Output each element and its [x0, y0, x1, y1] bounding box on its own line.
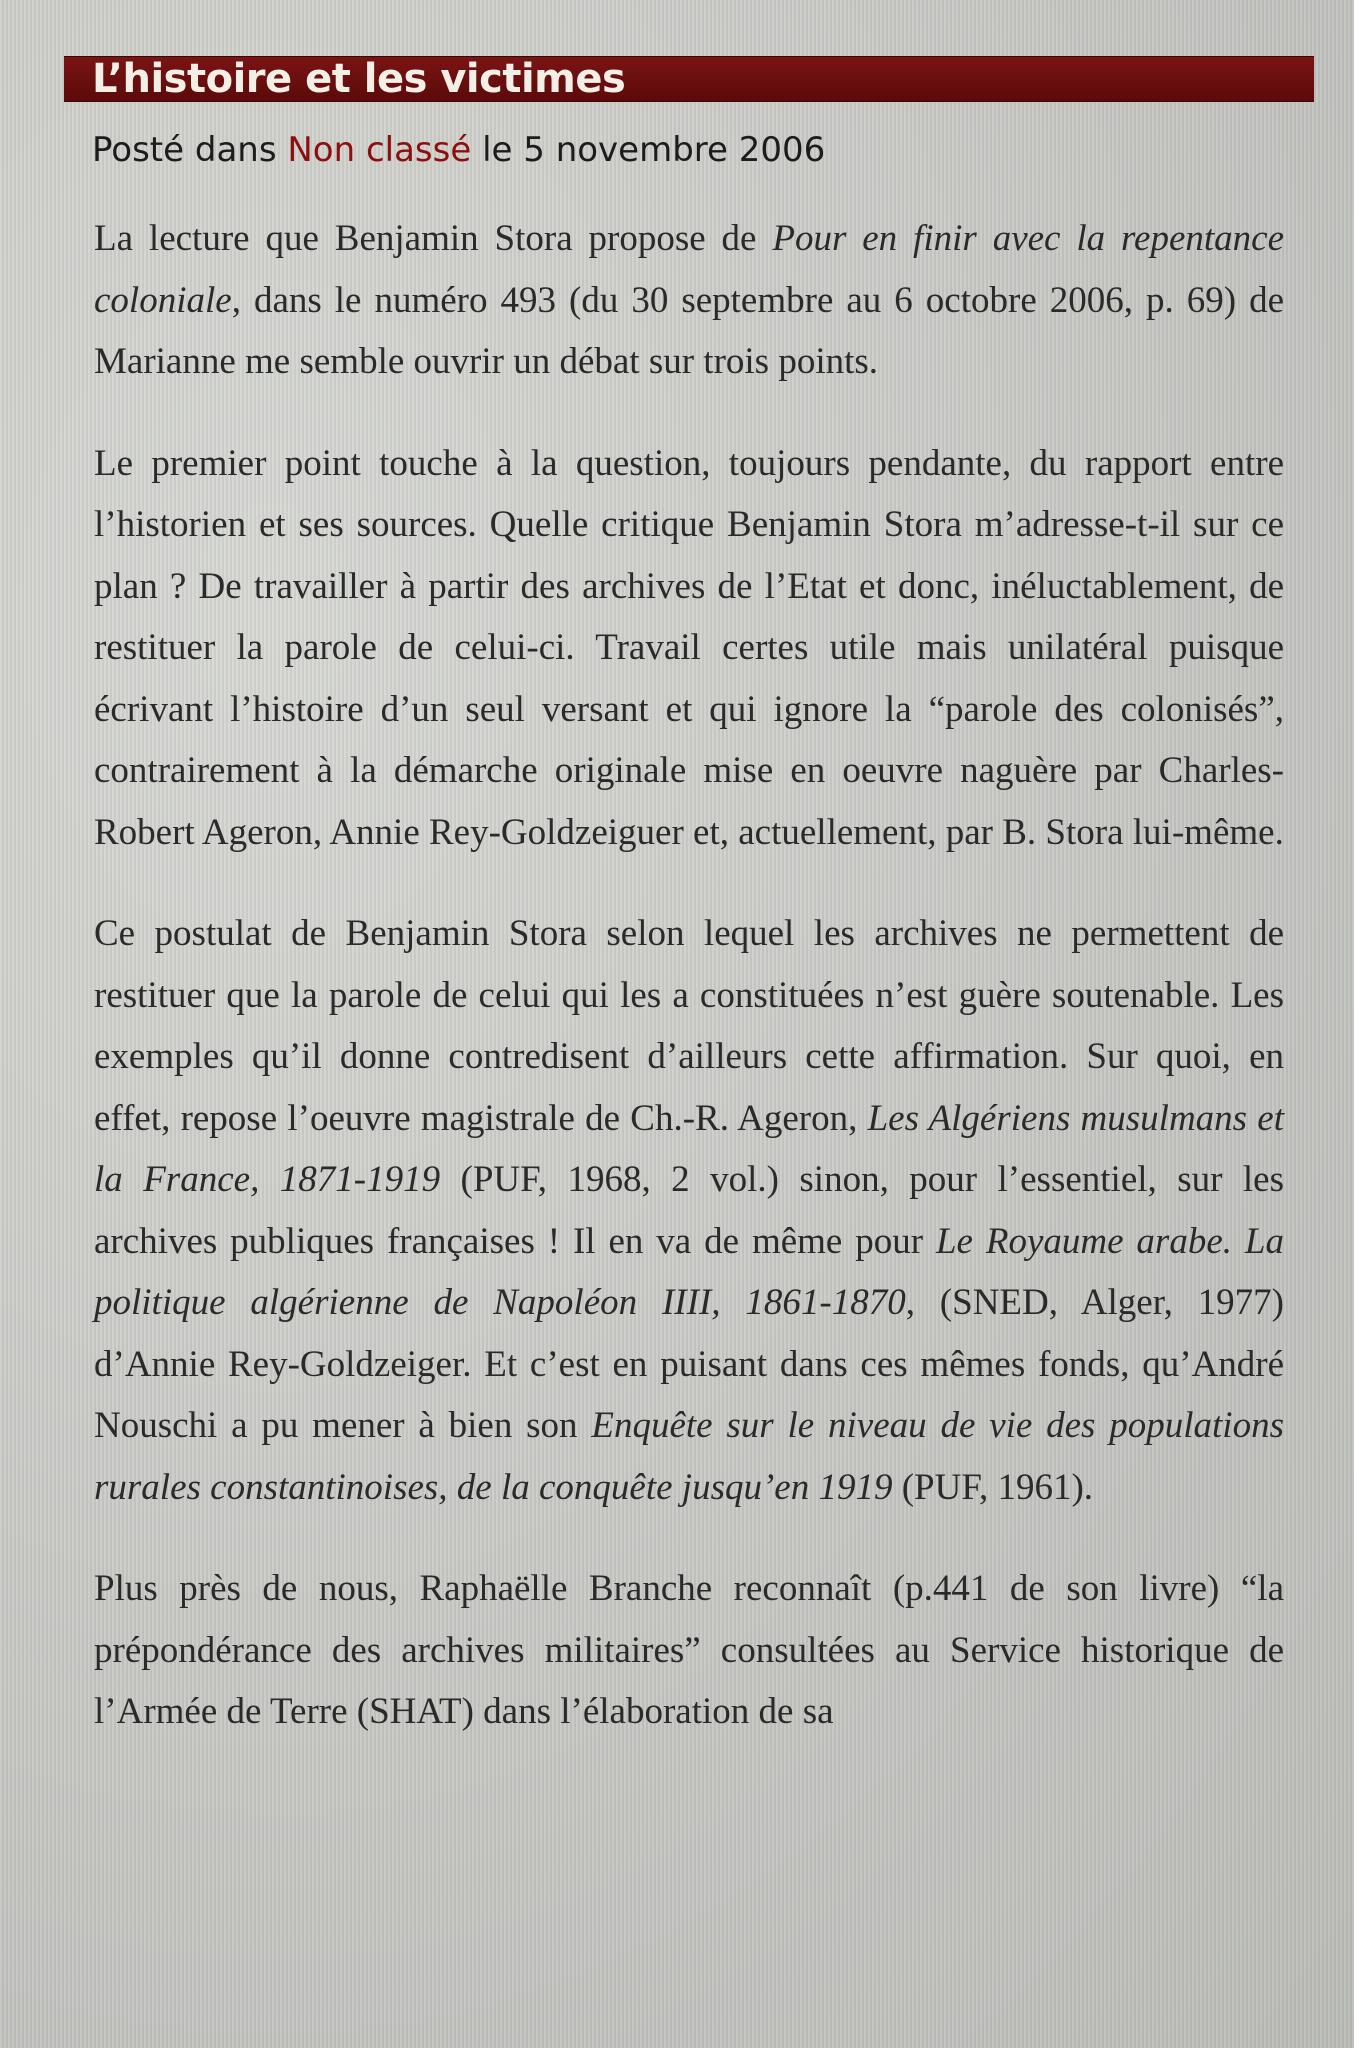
italic-title-text: Les Algériens musulmans et la France, 1871-1919 [94, 1097, 1284, 1200]
paragraph-text: Ce postulat de Benjamin Stora selon lequel les archives ne permettent de restituer que la parole de celui qui les a constituées n’est guère soutenable. Les exemples qu’il donne contredisent d’ailleurs cette affirmation. Sur quoi, en effet, repose l’oeuvre magistrale de Ch.-R. Ageron, [94, 913, 1284, 1139]
paragraph [94, 208, 1284, 393]
post-title[interactable]: L’histoire et les victimes [92, 56, 626, 102]
paragraph [94, 433, 1284, 864]
paragraph-text: La lecture que Benjamin Stora propose de [94, 218, 773, 259]
italic-title-text: Pour en finir avec la repentance coloniale [94, 218, 1285, 321]
post-title-bar [64, 56, 1314, 102]
paragraph-text: Plus près de nous, Raphaëlle Branche reconnaît (p.441 de son livre) “la prépondérance des archives militaires” consultées au Service historique de l’Armée de Terre (SHAT) dans l’élaboration de sa [94, 1568, 1284, 1732]
paragraph-text: , dans le numéro 493 (du 30 septembre au 6 octobre 2006, p. 69) de Marianne me semble ouvrir un débat sur trois points. [94, 279, 1284, 382]
post-date: le 5 novembre 2006 [471, 130, 826, 170]
italic-title-text: Le Royaume arabe. La politique algérienne de Napoléon IIII, 1861-1870 [94, 1220, 1284, 1323]
posted-in-label: Posté dans [92, 130, 288, 170]
paragraph [94, 903, 1284, 1518]
paragraph-text: Le premier point touche à la question, toujours pendante, du rapport entre l’historien et ses sources. Quelle critique Benjamin Stora m’adresse-t-il sur ce plan ? De travailler à partir des archives de l’Etat et donc, inéluctablement, de restituer la parole de celui-ci. Travail certes utile mais unilatéral puisque écrivant l’histoire d’un seul versant et qui ignore la “parole des colonisés”, contrairement à la démarche originale mise en oeuvre naguère par Charles-Robert Ageron, Annie Rey-Goldzeiguer et, actuellement, par B. Stora lui-même. [94, 442, 1284, 853]
post-content [64, 208, 1314, 1743]
paragraph [94, 1558, 1284, 1743]
italic-title-text: Enquête sur le niveau de vie des populations rurales constantinoises, de la conquête jusqu’en 1919 [94, 1405, 1284, 1508]
paragraph-text: (PUF, 1968, 2 vol.) sinon, pour l’essentiel, sur les archives publiques françaises ! Il en va de même pour [94, 1159, 1284, 1262]
paragraph-text: (PUF, 1961). [892, 1466, 1094, 1508]
post-meta [64, 128, 1314, 172]
paragraph-text: , (SNED, Alger, 1977) d’Annie Rey-Goldzeiger. Et c’est en puisant dans ces mêmes fonds, qu’André Nouschi a pu mener à bien son [94, 1282, 1284, 1446]
category-link[interactable]: Non classé [287, 130, 472, 170]
blog-post [64, 56, 1314, 1783]
